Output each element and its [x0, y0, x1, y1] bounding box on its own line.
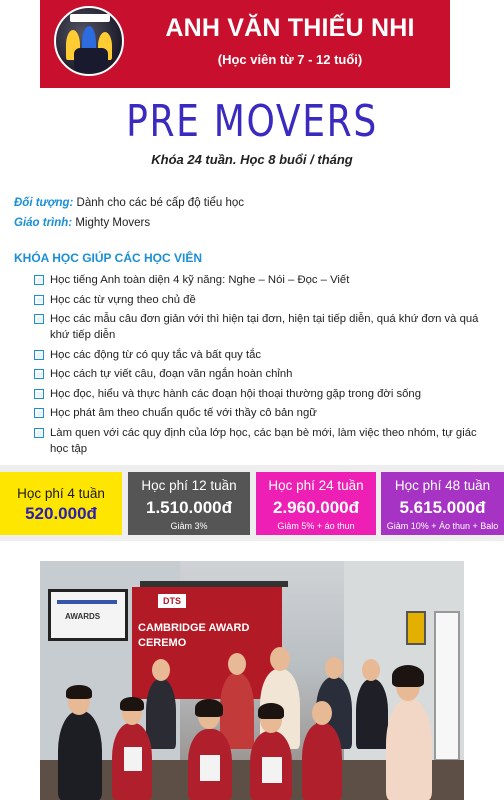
benefit-text: Học cách tự viết câu, đoạn văn ngắn hoàn chỉnh — [50, 368, 293, 380]
backdrop-line-1: CAMBRIDGE AWARD — [138, 622, 250, 634]
benefit-item — [34, 405, 484, 421]
benefit-text: Làm quen với các quy định của lớp học, các bạn bè mới, làm việc theo nhóm, tự giác học tập — [50, 426, 477, 455]
curriculum-value: Mighty Movers — [72, 217, 151, 229]
fee-price: 5.615.000đ — [399, 498, 486, 517]
checkbox-icon — [34, 408, 44, 418]
benefit-text: Học đọc, hiểu và thực hành các đoạn hội thoại thường gặp trong đời sống — [50, 387, 421, 400]
curriculum-line — [14, 217, 150, 229]
benefit-item — [34, 386, 484, 402]
fee-price: 2.960.000đ — [272, 498, 359, 517]
fee-card-12-weeks — [128, 472, 250, 535]
backdrop-text — [138, 621, 318, 651]
fee-label: Học phí 4 tuần — [17, 486, 105, 501]
course-title: PRE MOVERS — [126, 96, 378, 147]
award-ceremony-photo — [40, 561, 464, 800]
benefits-list — [34, 272, 484, 460]
fee-label: Học phí 12 tuần — [141, 478, 237, 493]
benefit-item — [34, 311, 484, 343]
checkbox-icon — [34, 295, 44, 305]
benefit-item — [34, 347, 484, 363]
benefit-text: Học tiếng Anh toàn diện 4 kỹ năng: Nghe – Nói – Đọc – Viết — [50, 274, 350, 286]
benefit-text: Học phát âm theo chuẩn quốc tế với thầy cô bản ngữ — [50, 407, 317, 419]
benefit-item — [34, 366, 484, 382]
fee-label: Học phí 48 tuần — [394, 478, 491, 493]
checkbox-icon — [34, 275, 44, 285]
checkbox-icon — [34, 369, 44, 379]
backdrop-logo: DTS — [158, 594, 186, 608]
tv-screen — [48, 589, 128, 641]
audience-label: Đối tượng: — [14, 197, 74, 209]
header-title: ANH VĂN THIẾU NHI — [165, 14, 415, 42]
fee-note: Giảm 10% + Áo thun + Balo — [386, 521, 499, 531]
course-subtitle: Khóa 24 tuần. Học 8 buổi / tháng — [151, 152, 353, 167]
audience-value: Dành cho các bé cấp độ tiểu học — [73, 197, 245, 209]
header-class-photo — [54, 6, 124, 76]
benefit-text: Học các từ vựng theo chủ đề — [50, 293, 196, 306]
checkbox-icon — [34, 314, 44, 324]
tv-text: AWARDS — [65, 612, 101, 621]
benefit-text: Học các động từ có quy tắc và bất quy tắc — [50, 348, 262, 361]
checkbox-icon — [34, 389, 44, 399]
fee-card-48-weeks — [381, 472, 504, 535]
audience-line — [14, 197, 244, 209]
fee-label: Học phí 24 tuần — [268, 478, 364, 493]
fee-note: Giảm 5% + áo thun — [277, 521, 355, 531]
backdrop-line-2: CEREMO — [138, 637, 187, 649]
fee-price: 520.000đ — [25, 504, 97, 523]
benefits-title: KHÓA HỌC GIÚP CÁC HỌC VIÊN — [14, 251, 203, 265]
fee-price: 1.510.000đ — [145, 498, 232, 517]
checkbox-icon — [34, 350, 44, 360]
benefit-item — [34, 272, 484, 288]
benefit-text: Học các mẫu câu đơn giản với thì hiện tại đơn, hiện tại tiếp diễn, quá khứ đơn và quá khứ tiếp diễn — [50, 313, 479, 341]
fee-card-4-weeks — [0, 472, 122, 535]
curriculum-label: Giáo trình: — [14, 217, 73, 229]
fee-card-24-weeks — [256, 472, 376, 535]
header-subtitle: (Học viên từ 7 - 12 tuổi) — [217, 52, 363, 67]
benefit-item — [34, 292, 484, 308]
benefit-item — [34, 425, 484, 457]
fee-note: Giảm 3% — [170, 521, 208, 531]
checkbox-icon — [34, 428, 44, 438]
